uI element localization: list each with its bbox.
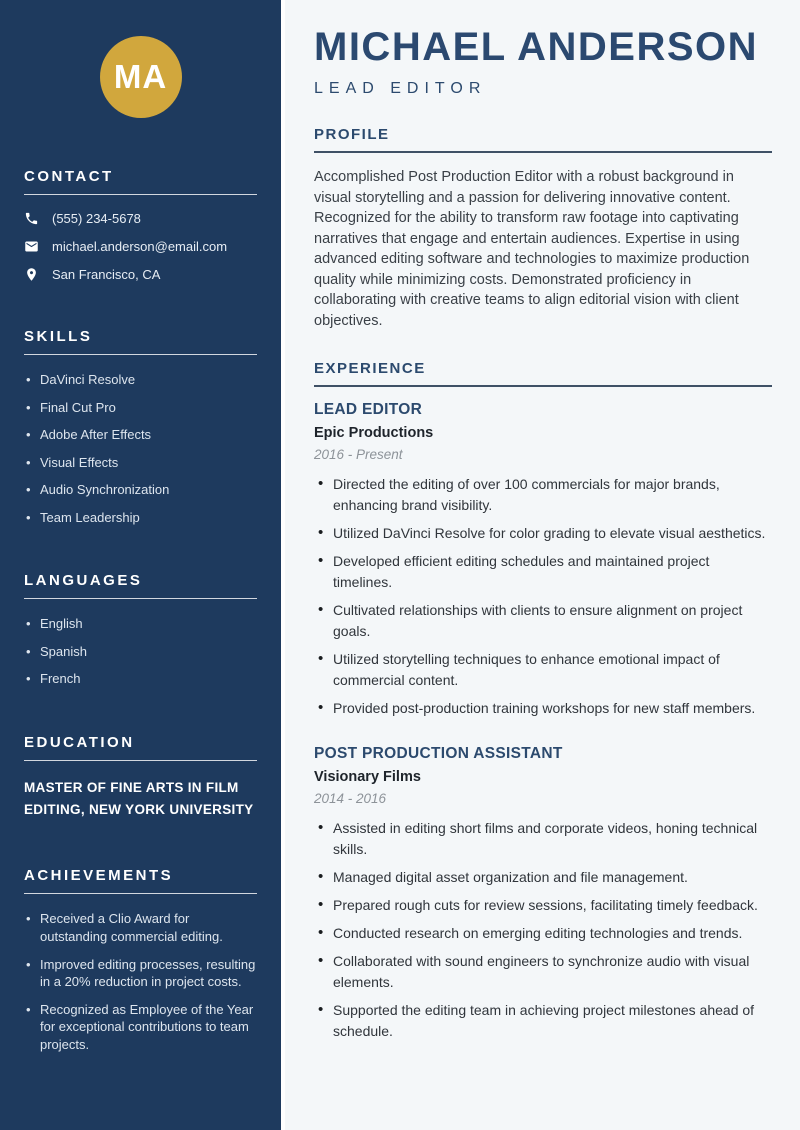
job-bullet: • Utilized DaVinci Resolve for color grading to elevate visual aesthetics. xyxy=(314,523,772,544)
contact-section xyxy=(24,168,257,282)
skill-item: • Team Leadership xyxy=(24,509,257,527)
job-bullet: • Managed digital asset organization and file management. xyxy=(314,867,772,888)
job-entry xyxy=(314,745,772,1042)
skills-list xyxy=(24,371,257,526)
profile-summary: Accomplished Post Production Editor with a robust background in visual storytelling and a passion for delivering innovative content. Recognized for the ability to transform raw footage into captivating narratives that engage and entertain audiences. Expertise in using advanced editing software and technologies to maximize production quality while minimizing costs. Demonstrated proficiency in collaborating with creative teams to align editorial vision with client objectives. xyxy=(314,169,750,330)
skill-item: • Adobe After Effects xyxy=(24,426,257,444)
job-bullet: • Directed the editing of over 100 commercials for major brands, enhancing brand visibility. xyxy=(314,474,772,516)
job-bullet: • Developed efficient editing schedules and maintained project timelines. xyxy=(314,551,772,593)
contact-row-phone xyxy=(24,211,257,226)
job-company: Epic Productions xyxy=(314,424,434,441)
languages-list xyxy=(24,615,257,688)
contact-email-value: michael.anderson@email.com xyxy=(52,239,228,254)
achievement-item: • Received a Clio Award for outstanding commercial editing. xyxy=(24,910,257,945)
contact-phone-value: (555) 234-5678 xyxy=(52,211,141,226)
job-bullet: • Cultivated relationships with clients to ensure alignment on project goals. xyxy=(314,600,772,642)
achievements-section-title: ACHIEVEMENTS xyxy=(24,867,257,894)
profile-section-title: PROFILE xyxy=(314,126,772,153)
experience-section-title: EXPERIENCE xyxy=(314,360,772,387)
achievement-item: • Improved editing processes, resulting in a 20% reduction in project costs. xyxy=(24,956,257,991)
contact-row-email xyxy=(24,239,257,254)
job-role: POST PRODUCTION ASSISTANT xyxy=(314,744,563,762)
job-company: Visionary Films xyxy=(314,768,421,785)
language-item: • Spanish xyxy=(24,643,257,661)
skill-item: • DaVinci Resolve xyxy=(24,371,257,389)
sidebar xyxy=(0,0,281,1130)
location-icon xyxy=(24,267,39,282)
email-icon xyxy=(24,239,39,254)
achievements-list xyxy=(24,910,257,1053)
languages-section-title: LANGUAGES xyxy=(24,572,257,599)
achievements-section xyxy=(24,867,257,1053)
education-section xyxy=(24,734,257,822)
avatar-initials: MA xyxy=(113,58,168,95)
contact-section-title: CONTACT xyxy=(24,168,257,195)
job-entry xyxy=(314,401,772,719)
skills-section xyxy=(24,328,257,526)
job-dates: 2016 - Present xyxy=(314,446,403,462)
main-content xyxy=(281,0,800,1130)
candidate-name: MICHAEL ANDERSON xyxy=(314,25,759,69)
job-bullet: • Conducted research on emerging editing technologies and trends. xyxy=(314,923,772,944)
achievement-item: • Recognized as Employee of the Year for exceptional contributions to team projects. xyxy=(24,1001,257,1054)
job-bullet-list xyxy=(314,818,772,1042)
languages-section xyxy=(24,572,257,688)
education-section-title: EDUCATION xyxy=(24,734,257,761)
job-bullet: • Collaborated with sound engineers to synchronize audio with visual elements. xyxy=(314,951,772,993)
language-item: • French xyxy=(24,670,257,688)
job-bullet: • Provided post-production training workshops for new staff members. xyxy=(314,698,772,719)
job-bullet: • Supported the editing team in achieving project milestones ahead of schedule. xyxy=(314,1000,772,1042)
candidate-job-title: LEAD EDITOR xyxy=(314,80,487,97)
avatar xyxy=(100,36,182,118)
job-role: LEAD EDITOR xyxy=(314,400,423,418)
job-bullet-list xyxy=(314,474,772,719)
phone-icon xyxy=(24,211,39,226)
job-dates: 2014 - 2016 xyxy=(314,790,387,806)
job-bullet: • Utilized storytelling techniques to enhance emotional impact of commercial content. xyxy=(314,649,772,691)
contact-row-location xyxy=(24,267,257,282)
education-degree: MASTER OF FINE ARTS IN FILM EDITING, NEW YORK UNIVERSITY xyxy=(24,779,254,818)
skill-item: • Audio Synchronization xyxy=(24,481,257,499)
contact-location-value: San Francisco, CA xyxy=(52,267,161,282)
skills-section-title: SKILLS xyxy=(24,328,257,355)
job-bullet: • Assisted in editing short films and corporate videos, honing technical skills. xyxy=(314,818,772,860)
experience-section xyxy=(314,360,772,1042)
skill-item: • Visual Effects xyxy=(24,454,257,472)
language-item: • English xyxy=(24,615,257,633)
job-bullet: • Prepared rough cuts for review sessions, facilitating timely feedback. xyxy=(314,895,772,916)
profile-section xyxy=(314,126,772,332)
skill-item: • Final Cut Pro xyxy=(24,399,257,417)
